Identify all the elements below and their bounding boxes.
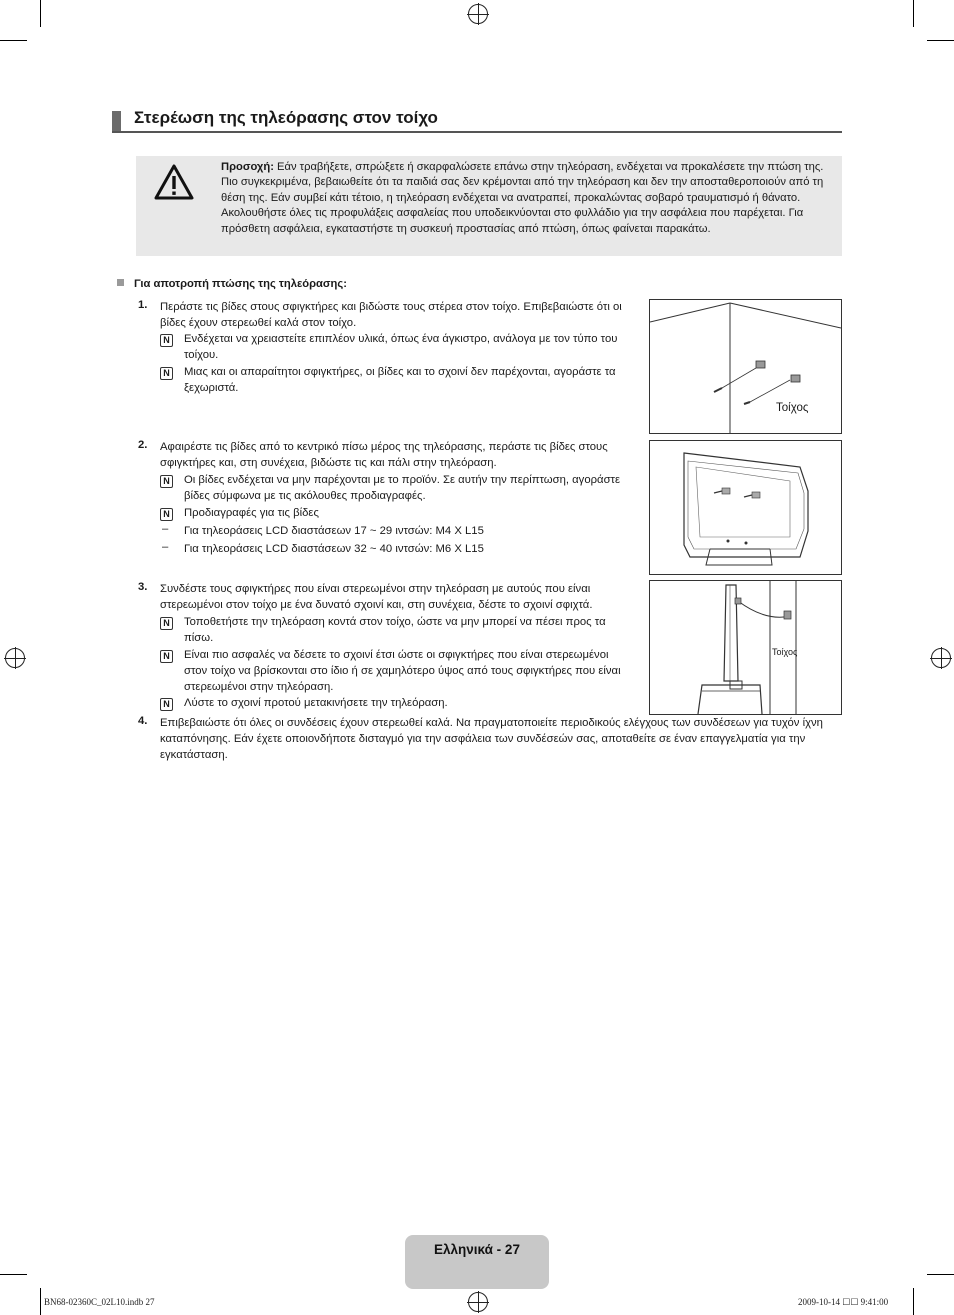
caution-body: Εάν τραβήξετε, σπρώξετε ή σκαρφαλώσετε επάνω στην τηλεόραση, ενδέχεται να προκαλέσετε την πτώση της. Πιο συγκεκριμένα, βεβαιωθείτε ότι τα παιδιά σας δεν κρέμονται από την τηλεόραση και δεν την αποσταθεροποιούν από τη θέση της. Εάν συμβεί κάτι τέτοιο, η τηλεόραση ενδέχεται να ανατραπεί, προκαλώντας σοβαρό τραυματισμό ή θάνατο. Ακολουθήστε όλες τις προφυλάξεις ασφαλείας που υποδεικνύονται στο φυλλάδιο για την ασφάλεια που παρέχεται. Για πρόσθετη ασφάλεια, εγκαταστήστε τη συσκευή προστασίας από πτώση, όπως φαίνεται παρακάτω. bbox=[221, 161, 824, 235]
figure-tv-side-rope bbox=[649, 580, 842, 715]
step-text: Επιβεβαιώστε ότι όλες οι συνδέσεις έχουν στερεωθεί καλά. Να πραγματοποιείτε περιοδικούς ελέγχους των συνδέσεων για τυχόν ίχνη καταπόνησης. Εάν έχετε οποιονδήποτε δισταγμό για την ασφάλεια των συνδέσεών σας, αποταθείτε σε έναν επαγγελματία για την εγκατάσταση. bbox=[160, 717, 823, 761]
page-title: Στερέωση της τηλεόρασης στον τοίχο bbox=[134, 108, 438, 127]
step-number: 1. bbox=[138, 299, 148, 311]
crop-mark bbox=[0, 1274, 27, 1275]
crop-mark bbox=[0, 40, 27, 41]
note-icon: N bbox=[160, 475, 173, 488]
crop-mark bbox=[40, 1288, 41, 1315]
registration-mark-icon bbox=[468, 1292, 488, 1312]
print-timestamp: 2009-10-14 ☐☐ 9:41:00 bbox=[798, 1297, 889, 1307]
crop-mark bbox=[927, 1274, 954, 1275]
tv-side-rope-illustration bbox=[650, 581, 841, 714]
step-text: Περάστε τις βίδες στους σφιγκτήρες και βιδώστε τους στέρεα στον τοίχο. Επιβεβαιώστε ότι οι βίδες έχουν στερεωθεί καλά στον τοίχο. bbox=[160, 301, 622, 329]
note-text: Μιας και οι απαραίτητοι σφιγκτήρες, οι βίδες και το σχοινί δεν παρέχονται, αγοράστε τα ξεχωριστά. bbox=[184, 366, 616, 394]
spec-dash: – bbox=[162, 523, 169, 535]
crop-mark bbox=[40, 0, 41, 27]
wall-label: Τοίχος bbox=[772, 647, 798, 657]
bullet-square-icon bbox=[117, 279, 124, 286]
step-number: 3. bbox=[138, 581, 148, 593]
note-text: Προδιαγραφές για τις βίδες bbox=[184, 507, 319, 519]
note-icon: N bbox=[160, 334, 173, 347]
page-number-label: Ελληνικά - 27 bbox=[434, 1242, 520, 1257]
note-text: Τοποθετήστε την τηλεόραση κοντά στον τοίχο, ώστε να μην μπορεί να πέσει προς τα πίσω. bbox=[184, 616, 606, 644]
caution-text bbox=[221, 160, 833, 237]
note-icon: N bbox=[160, 698, 173, 711]
registration-mark-icon bbox=[931, 648, 951, 668]
step-number: 2. bbox=[138, 439, 148, 451]
warning-triangle-icon bbox=[154, 164, 194, 200]
note-text: Είναι πιο ασφαλές να δέσετε το σχοινί έτσι ώστε οι σφιγκτήρες που είναι στερεωμένοι στον τοίχο να βρίσκονται στο ίδιο ή σε χαμηλότερο ύψος από τους σφιγκτήρες που είναι στερεωμένοι στην τηλεόραση. bbox=[184, 649, 621, 693]
note-text: Ενδέχεται να χρειαστείτε επιπλέον υλικά, όπως ένα άγκιστρο, ανάλογα με τον τύπο του τοίχου. bbox=[184, 333, 618, 361]
spec-item: Για τηλεοράσεις LCD διαστάσεων 17 ~ 29 ιντσών: M4 X L15 bbox=[184, 525, 484, 537]
file-info: BN68-02360C_02L10.indb 27 bbox=[44, 1297, 155, 1307]
section-heading bbox=[117, 278, 347, 290]
figure-tv-back bbox=[649, 440, 842, 575]
step-number: 4. bbox=[138, 715, 148, 727]
step-text: Συνδέστε τους σφιγκτήρες που είναι στερεωμένοι στην τηλεόραση με αυτούς που είναι στερεωμένοι στον τοίχο με ένα δυνατό σχοινί και, στη συνέχεια, δέστε το σχοινί σφιχτά. bbox=[160, 583, 593, 611]
crop-mark bbox=[913, 1288, 914, 1315]
note-icon: N bbox=[160, 508, 173, 521]
spec-dash: – bbox=[162, 541, 169, 553]
spec-item: Για τηλεοράσεις LCD διαστάσεων 32 ~ 40 ιντσών: M6 X L15 bbox=[184, 543, 484, 555]
wall-clamps-illustration bbox=[650, 300, 841, 433]
title-accent-bar bbox=[112, 111, 121, 131]
tv-back-illustration bbox=[650, 441, 841, 574]
note-icon: N bbox=[160, 617, 173, 630]
note-text: Λύστε το σχοινί προτού μετακινήσετε την τηλεόραση. bbox=[184, 697, 448, 709]
wall-label: Τοίχος bbox=[776, 402, 809, 414]
note-text: Οι βίδες ενδέχεται να μην παρέχονται με το προϊόν. Σε αυτήν την περίπτωση, αγοράστε βίδες σύμφωνα με τις ακόλουθες προδιαγραφές. bbox=[184, 474, 621, 502]
registration-mark-icon bbox=[468, 4, 488, 24]
note-icon: N bbox=[160, 367, 173, 380]
caution-label: Προσοχή: bbox=[221, 161, 274, 173]
note-icon: N bbox=[160, 650, 173, 663]
registration-mark-icon bbox=[5, 648, 25, 668]
section-heading-text: Για αποτροπή πτώσης της τηλεόρασης: bbox=[134, 278, 347, 290]
crop-mark bbox=[913, 0, 914, 27]
figure-wall-clamps bbox=[649, 299, 842, 434]
step-text: Αφαιρέστε τις βίδες από το κεντρικό πίσω μέρος της τηλεόρασης, περάστε τις βίδες στους σφιγκτήρες και, στη συνέχεια, βιδώστε τις και πάλι στην τηλεόραση. bbox=[160, 441, 608, 469]
crop-mark bbox=[927, 40, 954, 41]
title-rule bbox=[112, 131, 842, 133]
